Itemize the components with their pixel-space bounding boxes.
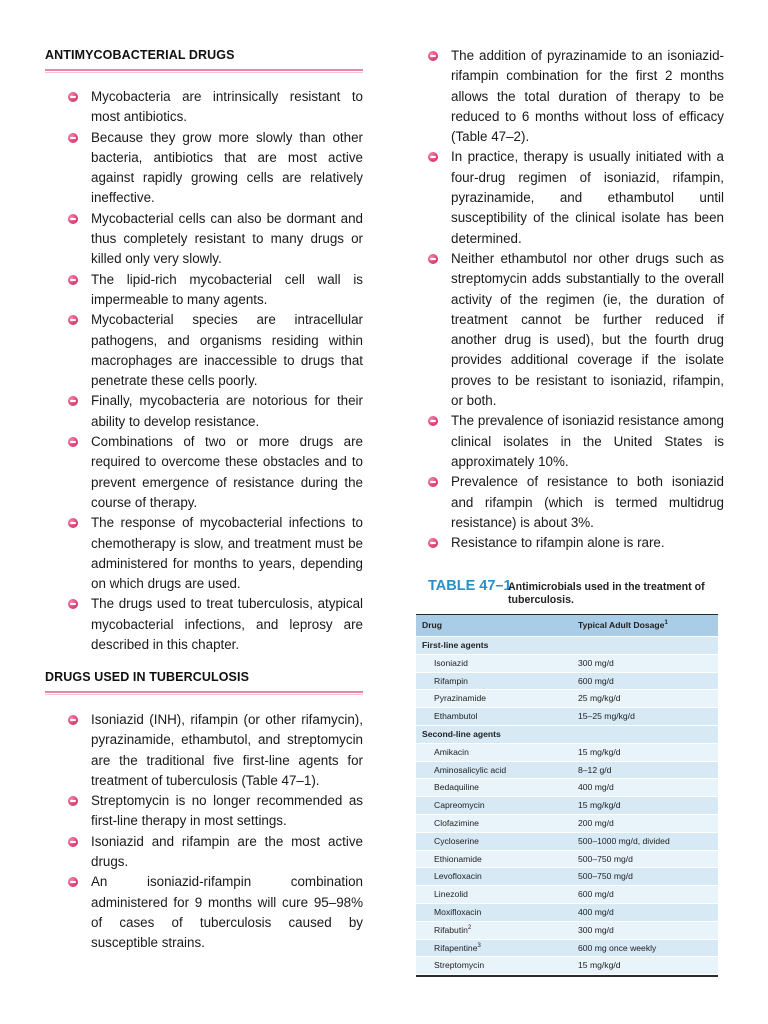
pink-bullet-icon [68, 437, 78, 447]
bullet-item [45, 270, 363, 311]
table-row [416, 655, 718, 673]
table-row [416, 904, 718, 922]
table-row [416, 886, 718, 904]
bullet-text: The drugs used to treat tuberculosis, atypical mycobacterial infections, and leprosy are described in this chapter. [91, 596, 363, 653]
drug-cell: Linezolid [434, 889, 468, 900]
bullet-text: The prevalence of isoniazid resistance among clinical isolates in the United States is approximately 10%. [451, 413, 724, 469]
bullet-text: Prevalence of resistance to both isoniazid and rifampin (which is termed multidrug resistance) is about 3%. [451, 474, 724, 530]
bullet-text: In practice, therapy is usually initiated with a four-drug regimen of isoniazid, rifampin, pyrazinamide, and ethambutol until susceptibility of the clinical isolate has been determined. [451, 149, 724, 246]
table-row [416, 797, 718, 815]
bullet-text: Resistance to rifampin alone is rare. [451, 535, 665, 551]
drug-cell: Levofloxacin [434, 871, 482, 882]
drug-cell: Ethionamide [434, 853, 482, 864]
section-heading-tuberculosis: DRUGS USED IN TUBERCULOSIS [45, 670, 250, 684]
table-row [416, 868, 718, 886]
pink-bullet-icon [428, 254, 438, 264]
pink-bullet-icon [428, 416, 438, 426]
heading-divider [45, 691, 363, 696]
column-header-dosage: Typical Adult Dosage$^1$ [578, 620, 668, 630]
pink-bullet-icon [428, 477, 438, 487]
dosage-cell: 600 mg/d [578, 675, 614, 686]
bullet-text: The response of mycobacterial infections to chemotherapy is slow, and treatment must be administered for months to years, depending on which drugs are used. [91, 515, 363, 592]
bullet-item [45, 872, 363, 953]
table-row [416, 762, 718, 780]
dosage-cell: 300 mg/d [578, 657, 614, 668]
bullet-item [45, 832, 363, 873]
table-row [416, 744, 718, 762]
pink-bullet-icon [68, 275, 78, 285]
table-row [416, 815, 718, 833]
bullet-item [428, 533, 724, 553]
table-caption: Antimicrobials used in the treatment of tuberculosis. [508, 581, 705, 606]
drug-cell: Clofazimine [434, 817, 479, 828]
dosage-cell: 600 mg once weekly [578, 942, 657, 953]
dosage-cell: 500–1000 mg/d, divided [578, 835, 670, 846]
bullet-text: Mycobacterial species are intracellular pathogens, and organisms residing within macrophages are inaccessible to drugs that penetrate these cells poorly. [91, 312, 363, 389]
heading-divider [45, 69, 363, 74]
dosage-table [416, 614, 718, 977]
pink-bullet-icon [68, 214, 78, 224]
bullet-text: Mycobacteria are intrinsically resistant to most antibiotics. [91, 89, 363, 125]
dosage-cell: 500–750 mg/d [578, 853, 633, 864]
bullet-list-therapy [428, 46, 724, 553]
drug-cell: Streptomycin [434, 960, 485, 971]
bullet-text: Streptomycin is no longer recommended as first-line therapy in most settings. [91, 793, 363, 829]
table-section-second-line: Second-line agents [416, 726, 718, 744]
bullet-item [45, 791, 363, 832]
table-row [416, 690, 718, 708]
bullet-text: Neither ethambutol nor other drugs such as streptomycin adds substantially to the overall activity of the regimen (ie, the duration of treatment cannot be further reduced if another drug is used), but the fourth drug provides additional coverage if the isolate proves to be resistant to isoniazid, rifampin, or both. [451, 250, 724, 409]
table-row [416, 940, 718, 958]
pink-bullet-icon [68, 837, 78, 847]
bullet-item [45, 513, 363, 594]
table-row [416, 779, 718, 797]
column-header-drug: Drug [422, 620, 443, 630]
section-heading-antimycobacterial: ANTIMYCOBACTERIAL DRUGS [45, 48, 235, 62]
bullet-item [428, 411, 724, 472]
bullet-item [45, 310, 363, 391]
drug-cell: Rifampin [434, 675, 468, 686]
pink-bullet-icon [68, 599, 78, 609]
table-section-first-line: First-line agents [416, 637, 718, 655]
drug-cell: Rifabutin$^2$ [434, 924, 472, 935]
pink-bullet-icon [428, 538, 438, 548]
bullet-text: An isoniazid-rifampin combination administered for 9 months will cure 95–98% of cases of tuberculosis caused by susceptible strains. [91, 874, 363, 951]
bullet-item [45, 710, 363, 791]
bullet-item [45, 391, 363, 432]
bullet-item [45, 594, 363, 655]
pink-bullet-icon [68, 518, 78, 528]
bullet-text: Combinations of two or more drugs are required to overcome these obstacles and to prevent emergence of resistance during the course of therapy. [91, 434, 363, 510]
dosage-cell: 500–750 mg/d [578, 871, 633, 882]
bullet-list-tuberculosis [45, 710, 363, 954]
table-row [416, 922, 718, 940]
dosage-cell: 15 mg/kg/d [578, 800, 621, 811]
bullet-item [45, 128, 363, 209]
drug-cell: Pyrazinamide [434, 693, 487, 704]
pink-bullet-icon [68, 715, 78, 725]
pink-bullet-icon [68, 877, 78, 887]
bullet-text: Isoniazid (INH), rifampin (or other rifamycin), pyrazinamide, ethambutol, and streptomycin are the traditional five first-line agents for treatment of tuberculosis (Table 47–1). [91, 712, 363, 788]
bullet-item [428, 147, 724, 248]
dosage-cell: 300 mg/d [578, 924, 614, 935]
drug-cell: Capreomycin [434, 800, 485, 811]
bullet-text: The lipid-rich mycobacterial cell wall is impermeable to many agents. [91, 271, 363, 307]
pink-bullet-icon [68, 315, 78, 325]
pink-bullet-icon [68, 92, 78, 102]
dosage-cell: 200 mg/d [578, 817, 614, 828]
table-row [416, 833, 718, 851]
bullet-text: The addition of pyrazinamide to an isoniazid-rifampin combination for the first 2 months allows the total duration of therapy to be reduced to 6 months without loss of efficacy (Table 47–2). [451, 48, 724, 145]
dosage-cell: 15 mg/kg/d [578, 746, 621, 757]
drug-cell: Moxifloxacin [434, 906, 482, 917]
drug-cell: Rifapentine$^3$ [434, 942, 481, 953]
bullet-text: Finally, mycobacteria are notorious for their ability to develop resistance. [91, 393, 363, 429]
drug-cell: Ethambutol [434, 711, 478, 722]
table-row [416, 957, 718, 975]
dosage-cell: 8–12 g/d [578, 764, 612, 775]
dosage-cell: 600 mg/d [578, 889, 614, 900]
bullet-item [428, 46, 724, 147]
bullet-text: Because they grow more slowly than other bacteria, antibiotics that are most active against rapidly growing cells are relatively ineffective. [91, 129, 363, 206]
dosage-cell: 15 mg/kg/d [578, 960, 621, 971]
table-header-row [416, 615, 718, 637]
table-bottom-rule [416, 975, 718, 977]
dosage-cell: 15–25 mg/kg/d [578, 711, 635, 722]
bullet-item [45, 87, 363, 128]
dosage-cell: 25 mg/kg/d [578, 693, 621, 704]
dosage-cell: 400 mg/d [578, 906, 614, 917]
table-row [416, 708, 718, 726]
drug-cell: Cycloserine [434, 835, 479, 846]
drug-cell: Isoniazid [434, 657, 468, 668]
drug-cell: Amikacin [434, 746, 469, 757]
pink-bullet-icon [428, 152, 438, 162]
bullet-item [45, 432, 363, 513]
pink-bullet-icon [428, 51, 438, 61]
drug-cell: Aminosalicylic acid [434, 764, 507, 775]
bullet-text: Mycobacterial cells can also be dormant and thus completely resistant to many drugs or killed only very slowly. [91, 210, 363, 267]
pink-bullet-icon [68, 796, 78, 806]
bullet-text: Isoniazid and rifampin are the most active drugs. [91, 833, 363, 870]
dosage-cell: 400 mg/d [578, 782, 614, 793]
table-row [416, 673, 718, 691]
pink-bullet-icon [68, 133, 78, 143]
bullet-item [428, 249, 724, 411]
pink-bullet-icon [68, 396, 78, 406]
table-row [416, 851, 718, 869]
bullet-item [428, 472, 724, 533]
drug-cell: Bedaquiline [434, 782, 479, 793]
bullet-item [45, 209, 363, 270]
table-number: TABLE 47–1 [428, 578, 512, 594]
bullet-list-antimycobacterial [45, 87, 363, 655]
